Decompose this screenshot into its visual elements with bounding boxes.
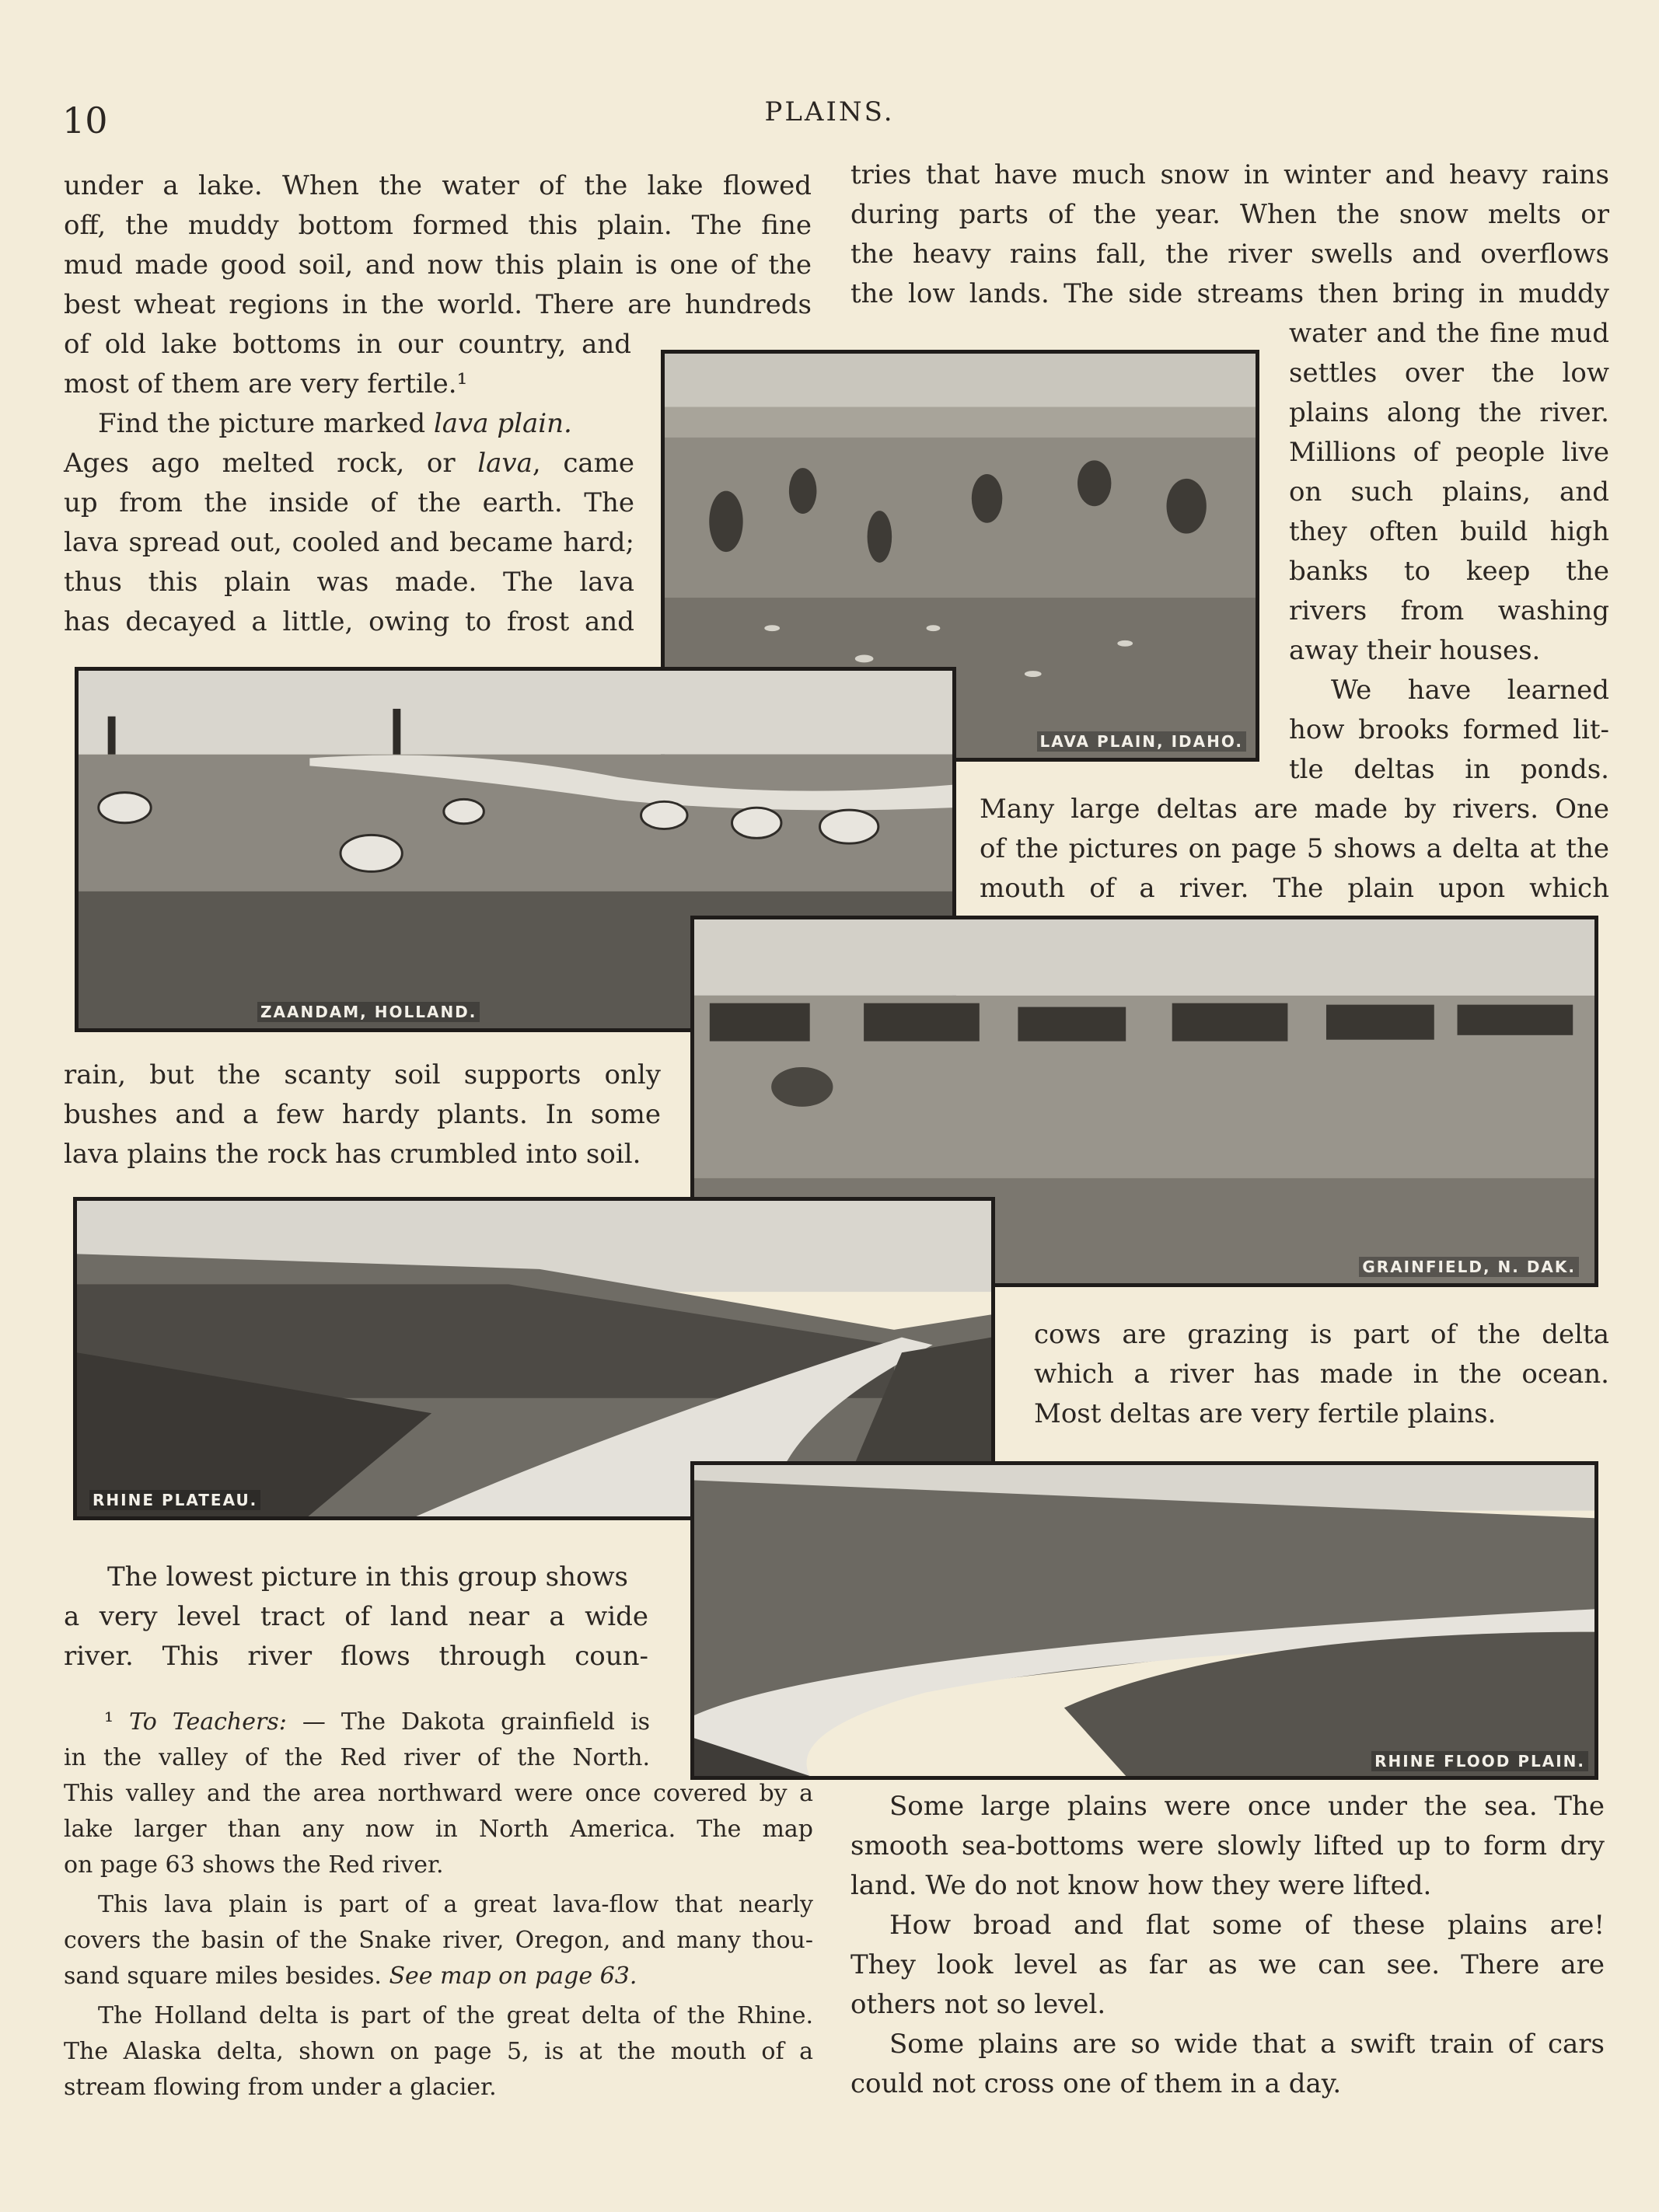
page-title: PLAINS.	[764, 96, 895, 127]
text-line: off, the muddy bottom formed this plain. The fine	[64, 210, 812, 241]
text-line: rivers from washing	[1289, 595, 1609, 626]
picture-caption: RHINE PLATEAU.	[89, 1490, 260, 1510]
text-line: the low lands. The side streams then bring in muddy	[850, 278, 1609, 309]
text-line: water and the fine mud	[1289, 318, 1609, 349]
picture-caption: GRAINFIELD, N. DAK.	[1359, 1257, 1579, 1277]
text-line: how brooks formed lit-	[1289, 714, 1609, 745]
footnote-line: covers the basin of the Snake river, Oregon, and many thou-	[64, 1927, 813, 1954]
text-line: thus this plain was made. The lava	[64, 567, 634, 598]
text-line: Millions of people live	[1289, 437, 1609, 468]
text-line: Most deltas are very fertile plains.	[1034, 1398, 1497, 1429]
text-line: smooth sea-bottoms were slowly lifted up to form dry	[850, 1830, 1605, 1861]
text-line: plains along the river.	[1289, 397, 1609, 428]
text-line: most of them are very fertile.¹	[64, 368, 468, 399]
footnote-line: sand square miles besides. See map on page 63.	[64, 1963, 637, 1990]
footnote-line: The Holland delta is part of the great delta of the Rhine.	[98, 2002, 813, 2029]
text-line: on such plains, and	[1289, 476, 1609, 508]
text-line: a very level tract of land near a wide	[64, 1601, 648, 1632]
text-line: land. We do not know how they were lifted.	[850, 1870, 1432, 1901]
text-line: Ages ago melted rock, or lava, came	[64, 448, 634, 479]
text-line: cows are grazing is part of the delta	[1034, 1319, 1609, 1350]
text-line: Many large deltas are made by rivers. One	[980, 794, 1609, 825]
text-line: rain, but the scanty soil supports only	[64, 1059, 661, 1090]
footnote-line: The Alaska delta, shown on page 5, is at the mouth of a	[64, 2038, 813, 2065]
text-line: They look level as far as we can see. There are	[850, 1949, 1605, 1980]
text-line: mud made good soil, and now this plain is one of the	[64, 249, 812, 281]
text-line: settles over the low	[1289, 358, 1609, 389]
text-line: The lowest picture in this group shows	[107, 1561, 629, 1593]
footnote-line: on page 63 shows the Red river.	[64, 1851, 444, 1879]
text-line: up from the inside of the earth. The	[64, 487, 634, 518]
text-line: during parts of the year. When the snow melts or	[850, 199, 1609, 230]
text-line: bushes and a few hardy plants. In some	[64, 1099, 661, 1130]
footnote-line: in the valley of the Red river of the North.	[64, 1744, 650, 1771]
footnote-line: This valley and the area northward were once covered by a	[64, 1780, 813, 1807]
picture-caption: LAVA PLAIN, IDAHO.	[1037, 731, 1246, 752]
text-line: We have learned	[1331, 675, 1609, 706]
text-line: lava spread out, cooled and became hard;	[64, 527, 634, 558]
text-line: has decayed a little, owing to frost and	[64, 606, 634, 637]
footnote-line: This lava plain is part of a great lava-flow that nearly	[98, 1891, 813, 1918]
text-line: lava plains the rock has crumbled into soil.	[64, 1139, 641, 1170]
text-line: which a river has made in the ocean.	[1034, 1359, 1609, 1390]
text-line: Find the picture marked lava plain.	[98, 408, 572, 439]
text-line: of old lake bottoms in our country, and	[64, 329, 631, 360]
text-line: banks to keep the	[1289, 556, 1609, 587]
text-line: could not cross one of them in a day.	[850, 2068, 1342, 2099]
text-line: tries that have much snow in winter and heavy rains	[850, 159, 1609, 190]
text-line: away their houses.	[1289, 635, 1541, 666]
text-line: they often build high	[1289, 516, 1609, 547]
text-line: the heavy rains fall, the river swells and overflows	[850, 239, 1609, 270]
page-number: 10	[62, 99, 108, 141]
text-line: river. This river flows through coun-	[64, 1641, 648, 1672]
footnote-line: lake larger than any now in North America. The map	[64, 1816, 813, 1843]
text-line: of the pictures on page 5 shows a delta at the	[980, 833, 1609, 864]
text-line: How broad and flat some of these plains are!	[889, 1910, 1605, 1941]
rhine-flood-plain-illustration	[694, 1465, 1594, 1776]
footnote-line: stream flowing from under a glacier.	[64, 2074, 497, 2101]
text-line: best wheat regions in the world. There are hundreds	[64, 289, 812, 320]
text-line: others not so level.	[850, 1989, 1106, 2020]
text-line: mouth of a river. The plain upon which	[980, 873, 1609, 904]
picture-caption: RHINE FLOOD PLAIN.	[1371, 1751, 1588, 1771]
text-line: Some plains are so wide that a swift train of cars	[889, 2029, 1605, 2060]
rhine-flood-plain-picture	[690, 1461, 1598, 1780]
text-line: under a lake. When the water of the lake flowed	[64, 170, 812, 201]
text-line: tle deltas in ponds.	[1289, 754, 1609, 785]
footnote-line: ¹ To Teachers: — The Dakota grainfield is	[104, 1708, 650, 1736]
picture-caption: ZAANDAM, HOLLAND.	[257, 1002, 480, 1022]
text-line: Some large plains were once under the sea. The	[889, 1791, 1605, 1822]
